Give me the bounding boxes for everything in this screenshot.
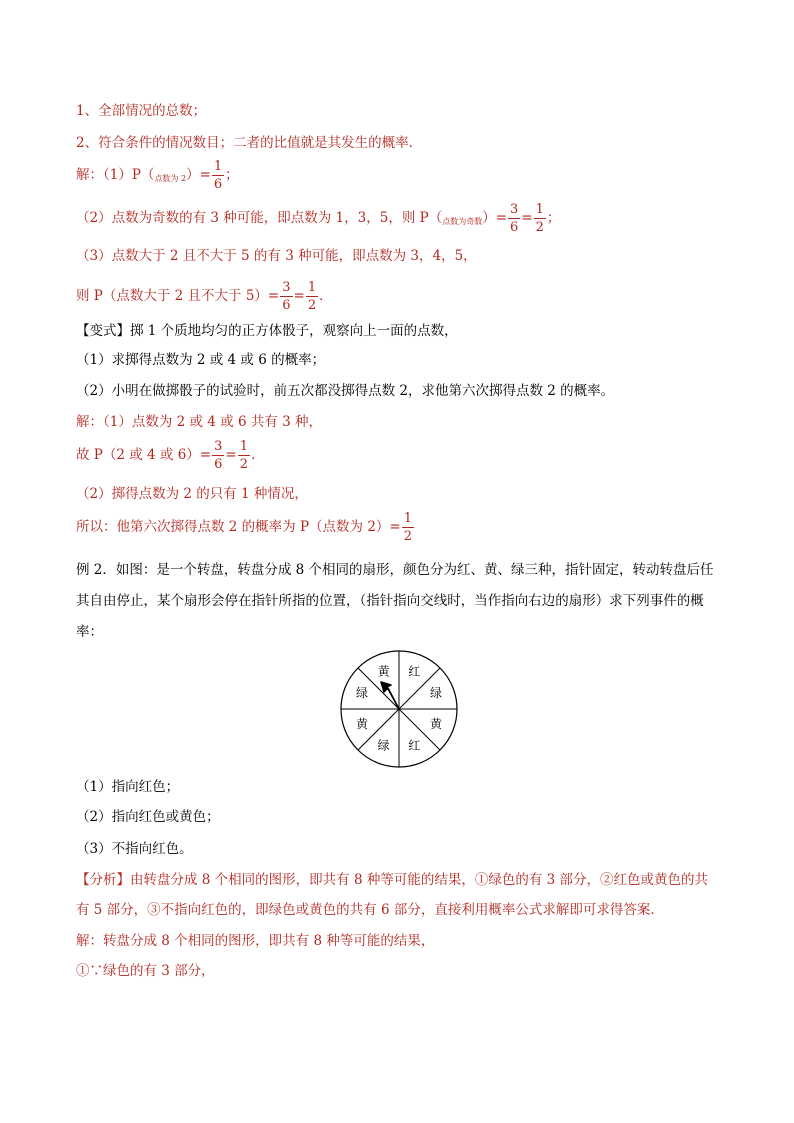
solution-line-3: （3）点数大于 2 且不大于 5 的有 3 种可能，即点数为 3，4，5， — [76, 248, 477, 264]
analysis-line-1: 【分析】由转盘分成 8 个相同的图形，即共有 8 种等可能的结果，①绿色的有 3 部分，②红色或黄色的共 — [76, 872, 709, 888]
text-line-1: 1、全部情况的总数； — [76, 103, 207, 119]
sector-label: 绿 — [356, 686, 369, 701]
sector-label: 红 — [408, 738, 421, 753]
answer-line-2: ①∵绿色的有 3 部分， — [76, 963, 215, 979]
solution-line-2: （2）点数为奇数的有 3 种可能，即点数为 1，3，5，则 $P(_{点数为奇数})=$ $\frac{3}{6}$ = $\frac{1}{2}$ ； — [76, 202, 561, 235]
variant-solution-2: 故 P（2 或 4 或 6）= $\frac{3}{6}$ = $\frac{1}{2}$ . — [76, 439, 256, 472]
sector-label: 绿 — [377, 738, 390, 753]
variant-part-1: （1）求掷得点数为 2 或 4 或 6 的概率； — [76, 352, 326, 368]
example-2-line-1: 例 2．如图：是一个转盘，转盘分成 8 个相同的扇形，颜色分为红、黄、绿三种，指针固定，转动转盘后任 — [76, 562, 714, 578]
variant-solution-3: （2）掷得点数为 2 的只有 1 种情况， — [76, 486, 308, 502]
question-2: （2）指向红色或黄色； — [76, 809, 220, 825]
analysis-line-2: 有 5 部分，③不指向红色的，即绿色或黄色的共有 6 部分，直接利用概率公式求解即可求得答案． — [76, 902, 664, 918]
analysis-tag: 【分析】 — [76, 872, 130, 888]
text-line-2: 2、符合条件的情况数目；二者的比值就是其发生的概率． — [76, 135, 423, 151]
example-2-line-3: 率： — [76, 624, 103, 640]
spinner-wheel — [339, 649, 459, 769]
fraction: $\frac{3}{6}$ — [510, 202, 519, 235]
solution-line-1: 解：$(1)P(_{点数为 2})=$ $\frac{1}{6}$ ； — [76, 159, 239, 192]
fraction: $\frac{1}{2}$ — [403, 511, 413, 544]
fraction: $\frac{3}{6}$ — [214, 439, 223, 472]
sector-label: 黄 — [377, 664, 390, 679]
sector-label: 红 — [408, 664, 421, 679]
fraction: $\frac{1}{2}$ — [307, 280, 317, 313]
variant-question: 【变式】掷 1 个质地均匀的正方体骰子，观察向上一面的点数， — [76, 323, 458, 339]
variant-part-2: （2）小明在做掷骰子的试验时，前五次都没掷得点数 2，求他第六次掷得点数 2 的概率。 — [76, 383, 615, 399]
solution-line-4: 则 P（点数大于 2 且不大于 5）= $\frac{3}{6}$ = $\frac{1}{2}$ ． — [76, 280, 333, 313]
question-1: （1）指向红色； — [76, 779, 180, 795]
answer-line-1: 解：转盘分成 8 个相同的图形，即共有 8 种等可能的结果， — [76, 933, 435, 949]
fraction: $\frac{1}{6}$ — [213, 159, 223, 192]
variant-solution-4: 所以：他第六次掷得点数 2 的概率为 P（点数为 2）= $\frac{1}{2}$ — [76, 511, 413, 544]
sector-label: 绿 — [429, 686, 442, 701]
variant-solution-1: 解：（1）点数为 2 或 4 或 6 共有 3 种， — [76, 414, 323, 430]
fraction: $\frac{1}{2}$ — [239, 439, 248, 472]
fraction: $\frac{1}{2}$ — [535, 202, 544, 235]
question-3: （3）不指向红色。 — [76, 841, 193, 857]
fraction: $\frac{3}{6}$ — [282, 280, 291, 313]
example-2-line-2: 其自由停止，某个扇形会停在指针所指的位置，（指针指向交线时，当作指向右边的扇形）求下列事件的概 — [76, 593, 704, 609]
sector-label: 黄 — [356, 716, 369, 731]
sector-label: 黄 — [429, 716, 442, 731]
